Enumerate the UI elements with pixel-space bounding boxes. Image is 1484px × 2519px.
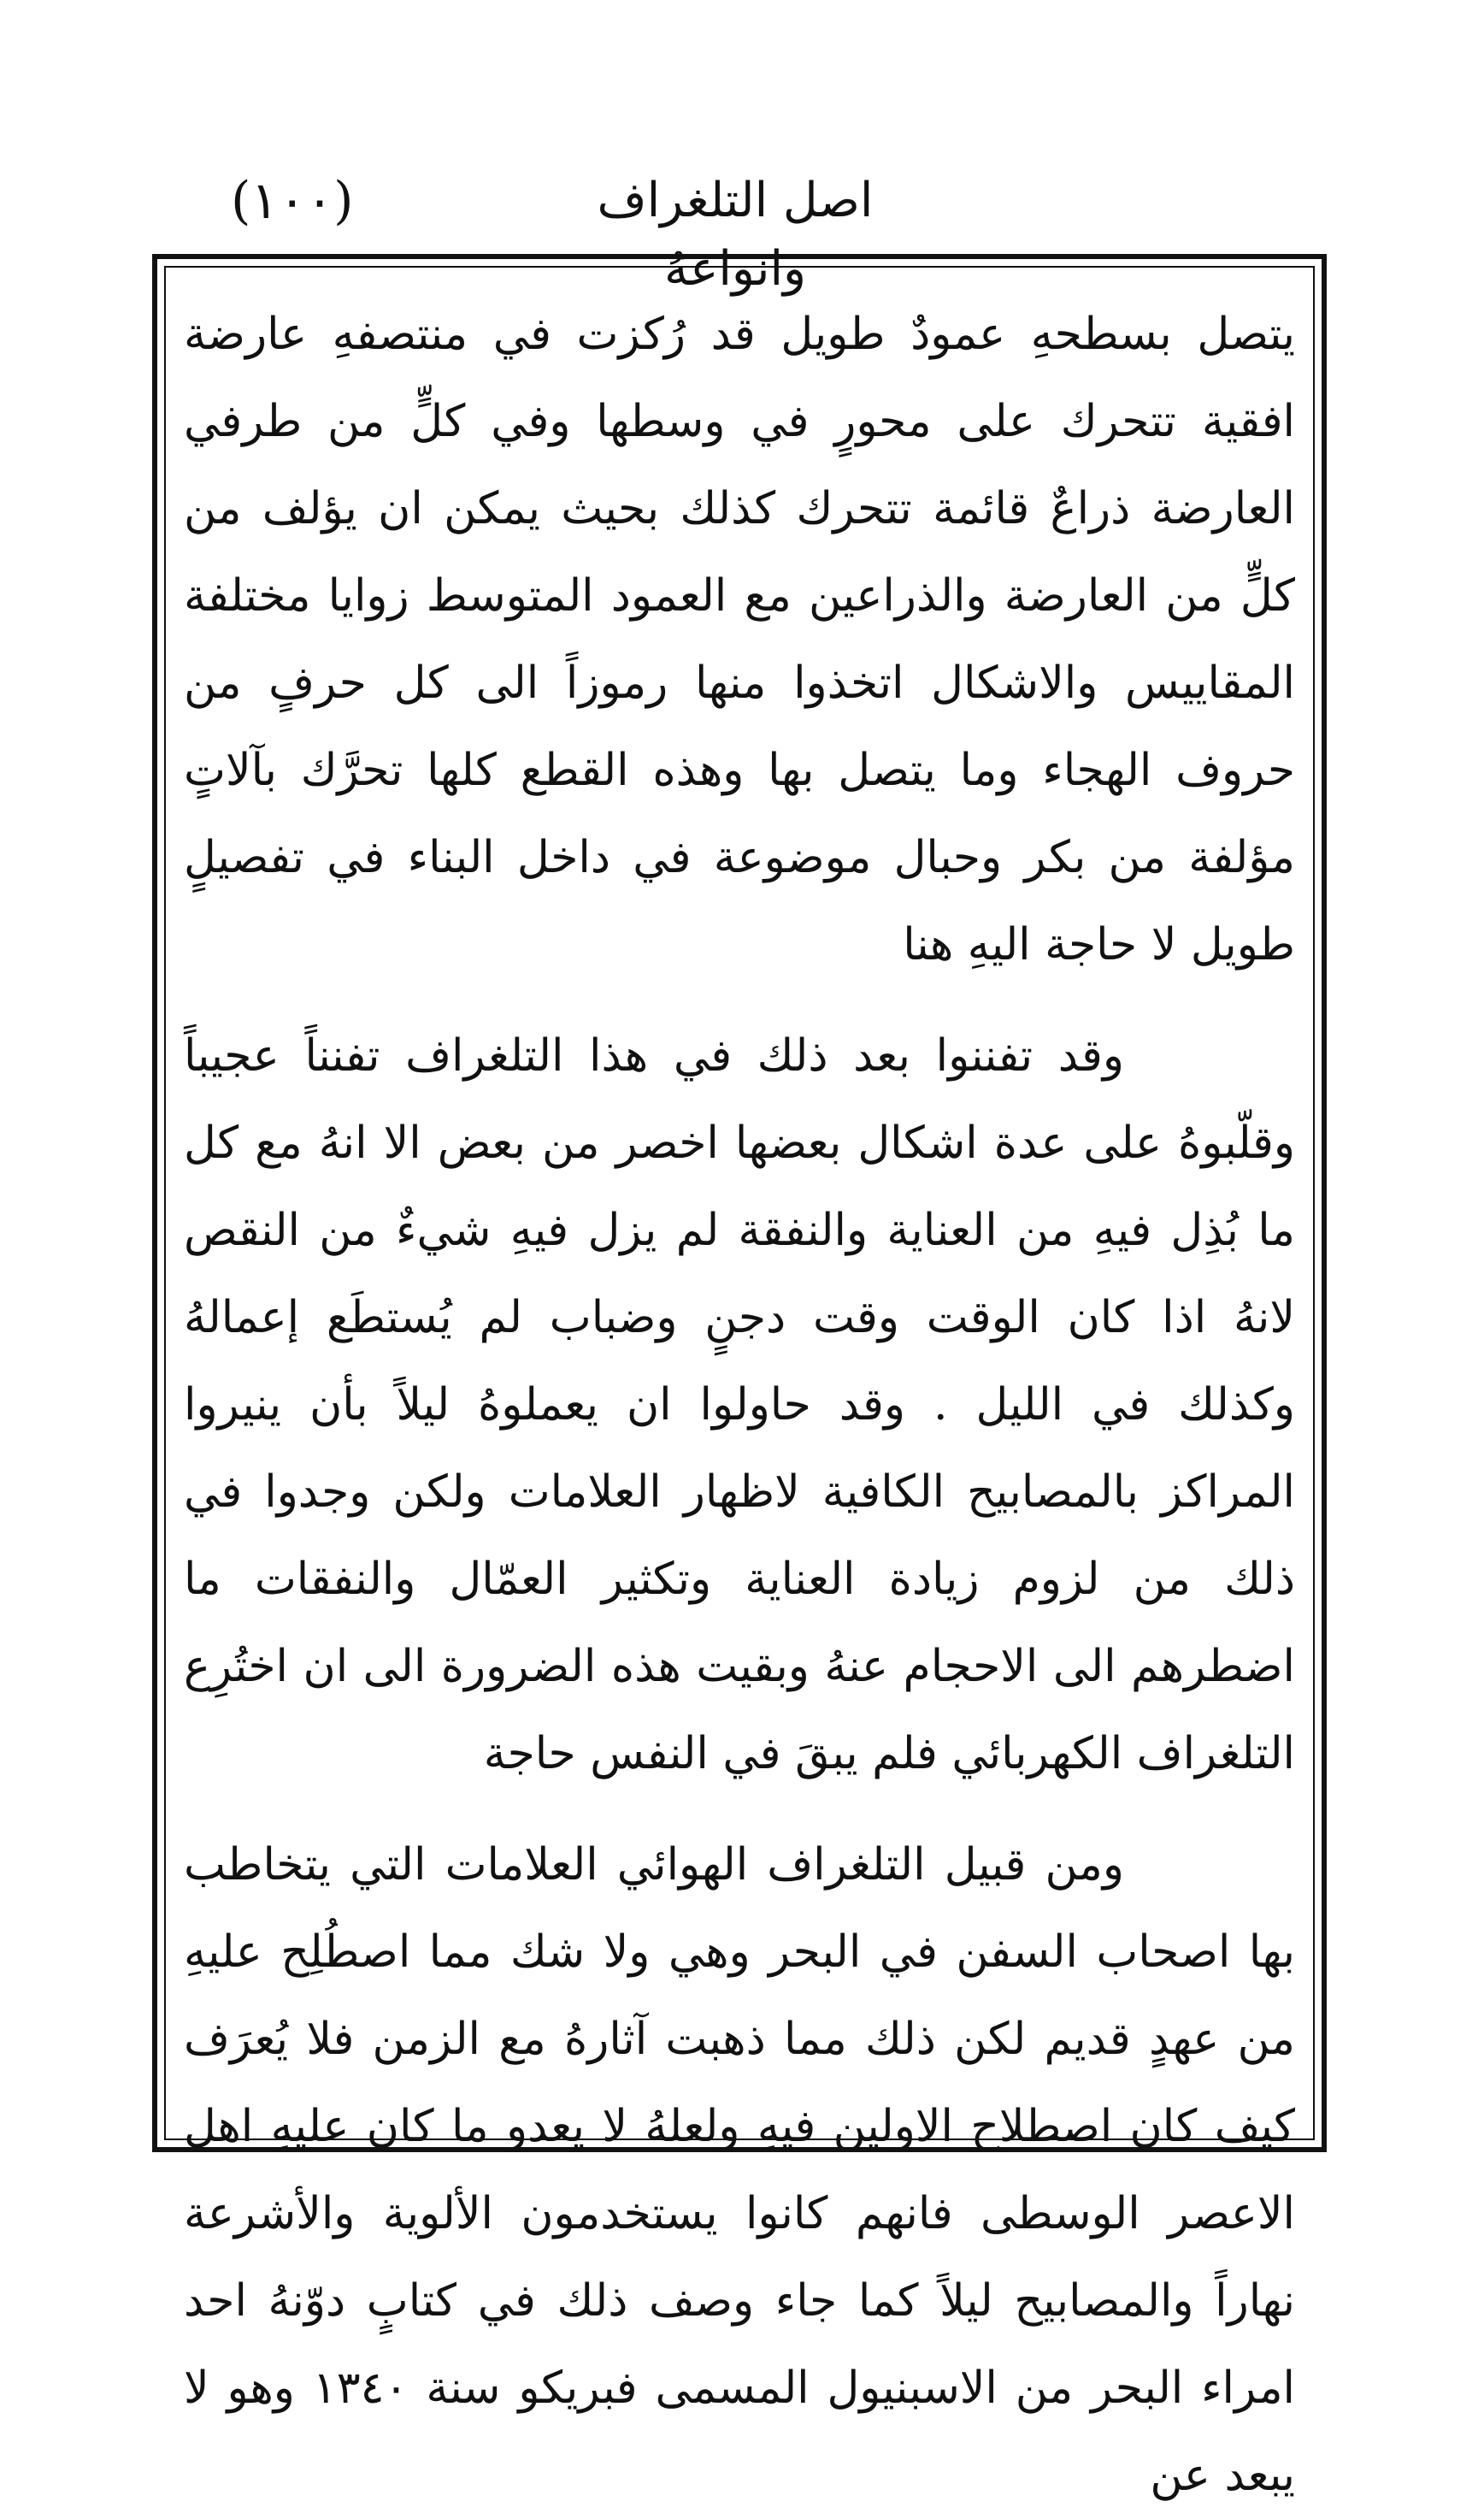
paragraph-2: وقد تفننوا بعد ذلك في هذا التلغراف تفنناً عجيباً وقلّبوهُ على عدة اشكال بعضها اخصر من بعض الا انهُ مع كل ما بُذِل فيهِ من العناية والنفقة لم يزل فيهِ شيءٌ من النقص لانهُ اذا كان الوقت وقت دجنٍ وضباب لم يُستطَع إعمالهُ وكذلك في الليل . وقد حاولوا ان يعملوهُ ليلاً بأن ينيروا المراكز بالمصابيح الكافية لاظهار العلامات ولكن وجدوا في ذلك من لزوم زيادة العناية وتكثير العمّال والنفقات ما اضطرهم الى الاحجام عنهُ وبقيت هذه الضرورة الى ان اختُرِع التلغراف الكهربائي فلم يبقَ في النفس حاجة [184,1030,1295,1779]
body-text [184,291,1295,2519]
page-number: (١٠٠) [231,171,354,231]
running-title: اصل التلغراف وانواعهُ [597,173,874,297]
paragraph-3: ومن قبيل التلغراف الهوائي العلامات التي يتخاطب بها اصحاب السفن في البحر وهي ولا شك مما اصطُلِح عليهِ من عهدٍ قديم لكن ذلك مما ذهبت آثارهُ مع الزمن فلا يُعرَف كيف كان اصطلاح الاولين فيهِ ولعلهُ لا يعدو ما كان عليهِ اهل الاعصر الوسطى فانهم كانوا يستخدمون الألوية والأشرعة نهاراً والمصابيح ليلاً كما جاء وصف ذلك في كتابٍ دوّنهُ احد امراء البحر من الاسبنيول المسمى فبريكو سنة ١٣٤٠ وهو لا يبعد عن [184,1839,1295,2501]
paragraph-1: يتصل بسطحهِ عمودٌ طويل قد رُكزت في منتصفهِ عارضة افقية تتحرك على محورٍ في وسطها وفي كلٍّ من طرفي العارضة ذراعٌ قائمة تتحرك كذلك بحيث يمكن ان يؤلف من كلٍّ من العارضة والذراعين مع العمود المتوسط زوايا مختلفة المقاييس والاشكال اتخذوا منها رموزاً الى كل حرفٍ من حروف الهجاء وما يتصل بها وهذه القطع كلها تحرَّك بآلاتٍ مؤلفة من بكر وحبال موضوعة في داخل البناء في تفصيلٍ طويل لا حاجة اليهِ هنا [184,309,1295,970]
